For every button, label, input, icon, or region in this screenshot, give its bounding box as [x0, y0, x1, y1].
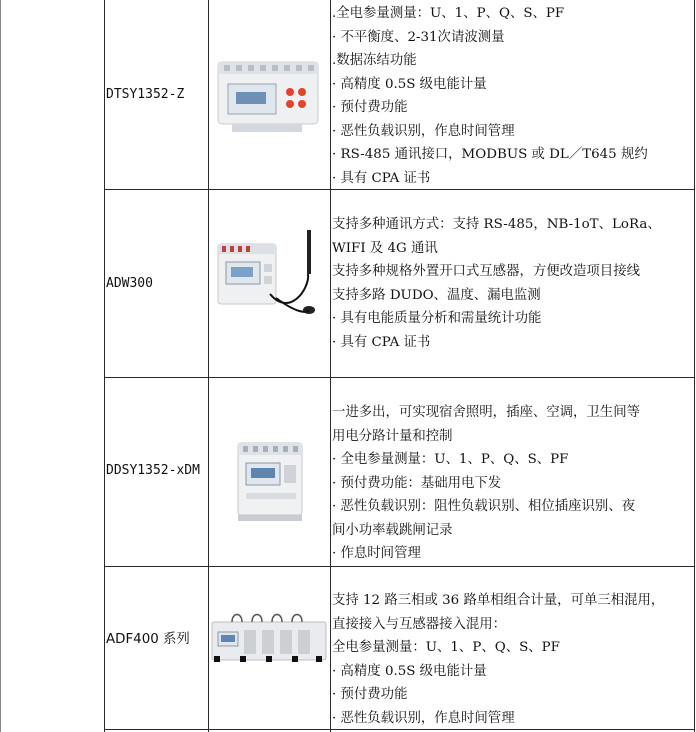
feature-line: · 高精度 0.5S 级电能计量	[332, 663, 487, 679]
feature-line: · 具有电能质量分析和需量统计功能	[332, 311, 542, 326]
model-name: DDSY1352-xDM	[106, 463, 200, 478]
feature-line: · 恶性负载识别，作息时间管理	[332, 710, 515, 726]
feature-line: 支持多路 DUDO、温度、漏电监测	[332, 287, 541, 303]
feature-line: · RS-485 通讯接口，MODBUS 或 DL／T645 规约	[332, 147, 648, 162]
model-name: DTSY1352-Z	[106, 87, 185, 102]
feature-list	[332, 401, 694, 566]
product-image-adf400	[210, 608, 329, 668]
row-divider-3	[104, 566, 695, 567]
column-divider-2	[208, 0, 209, 732]
model-name: ADF400 系列	[106, 632, 190, 647]
feature-line: · 具有 CPA 证书	[332, 170, 431, 186]
feature-line: · 预付费功能	[332, 100, 408, 115]
feature-line: · 作息时间管理	[332, 546, 421, 561]
table-border-left	[0, 0, 1, 732]
feature-line: 支持多种通讯方式：支持 RS-485，NB-1oT、LoRa、	[332, 217, 661, 232]
feature-list	[332, 2, 694, 190]
column-divider-1	[104, 0, 105, 732]
product-image-ddsy1352	[210, 427, 329, 527]
feature-list	[332, 213, 694, 354]
feature-line: · 具有 CPA 证书	[332, 334, 431, 350]
product-image-dtsy1352	[210, 42, 329, 142]
feature-line: 直接接入与互感器接入混用：	[332, 616, 507, 632]
table-border-right	[694, 0, 695, 732]
feature-line: .全电参量测量：U、1、P、Q、S、PF	[332, 6, 565, 21]
product-image-adw300	[210, 228, 329, 328]
row-divider-2	[104, 377, 695, 378]
feature-line: · 全电参量测量：U、1、P、Q、S、PF	[332, 452, 569, 467]
feature-line: 一进多出，可实现宿舍照明，插座、空调，卫生间等	[332, 405, 640, 420]
column-divider-3	[330, 0, 331, 732]
feature-line: .数据冻结功能	[332, 53, 417, 68]
feature-line: · 预付费功能	[332, 687, 408, 702]
feature-line: · 预付费功能：基础用电下发	[332, 475, 502, 491]
feature-line: · 不平衡度、2-31次请波测量	[332, 29, 505, 45]
feature-line: · 恶性负载识别，作息时间管理	[332, 123, 515, 139]
model-name: ADW300	[106, 276, 153, 291]
feature-line: 支持 12 路三相或 36 路单相组合计量，可单三相混用，	[332, 593, 665, 608]
feature-list	[332, 589, 694, 730]
feature-line: 全电参量测量：U、1、P、Q、S、PF	[332, 640, 560, 655]
feature-line: · 恶性负载识别：阻性负载识别、相位插座识别、夜	[332, 499, 636, 514]
feature-line: 用电分路计量和控制	[332, 428, 453, 444]
feature-line: 支持多种规格外置开口式互感器，方便改造项目接线	[332, 264, 640, 279]
feature-line: 间小功率载跳闸记录	[332, 522, 453, 538]
feature-line: WIFI 及 4G 通讯	[332, 240, 438, 256]
feature-line: · 高精度 0.5S 级电能计量	[332, 76, 487, 92]
